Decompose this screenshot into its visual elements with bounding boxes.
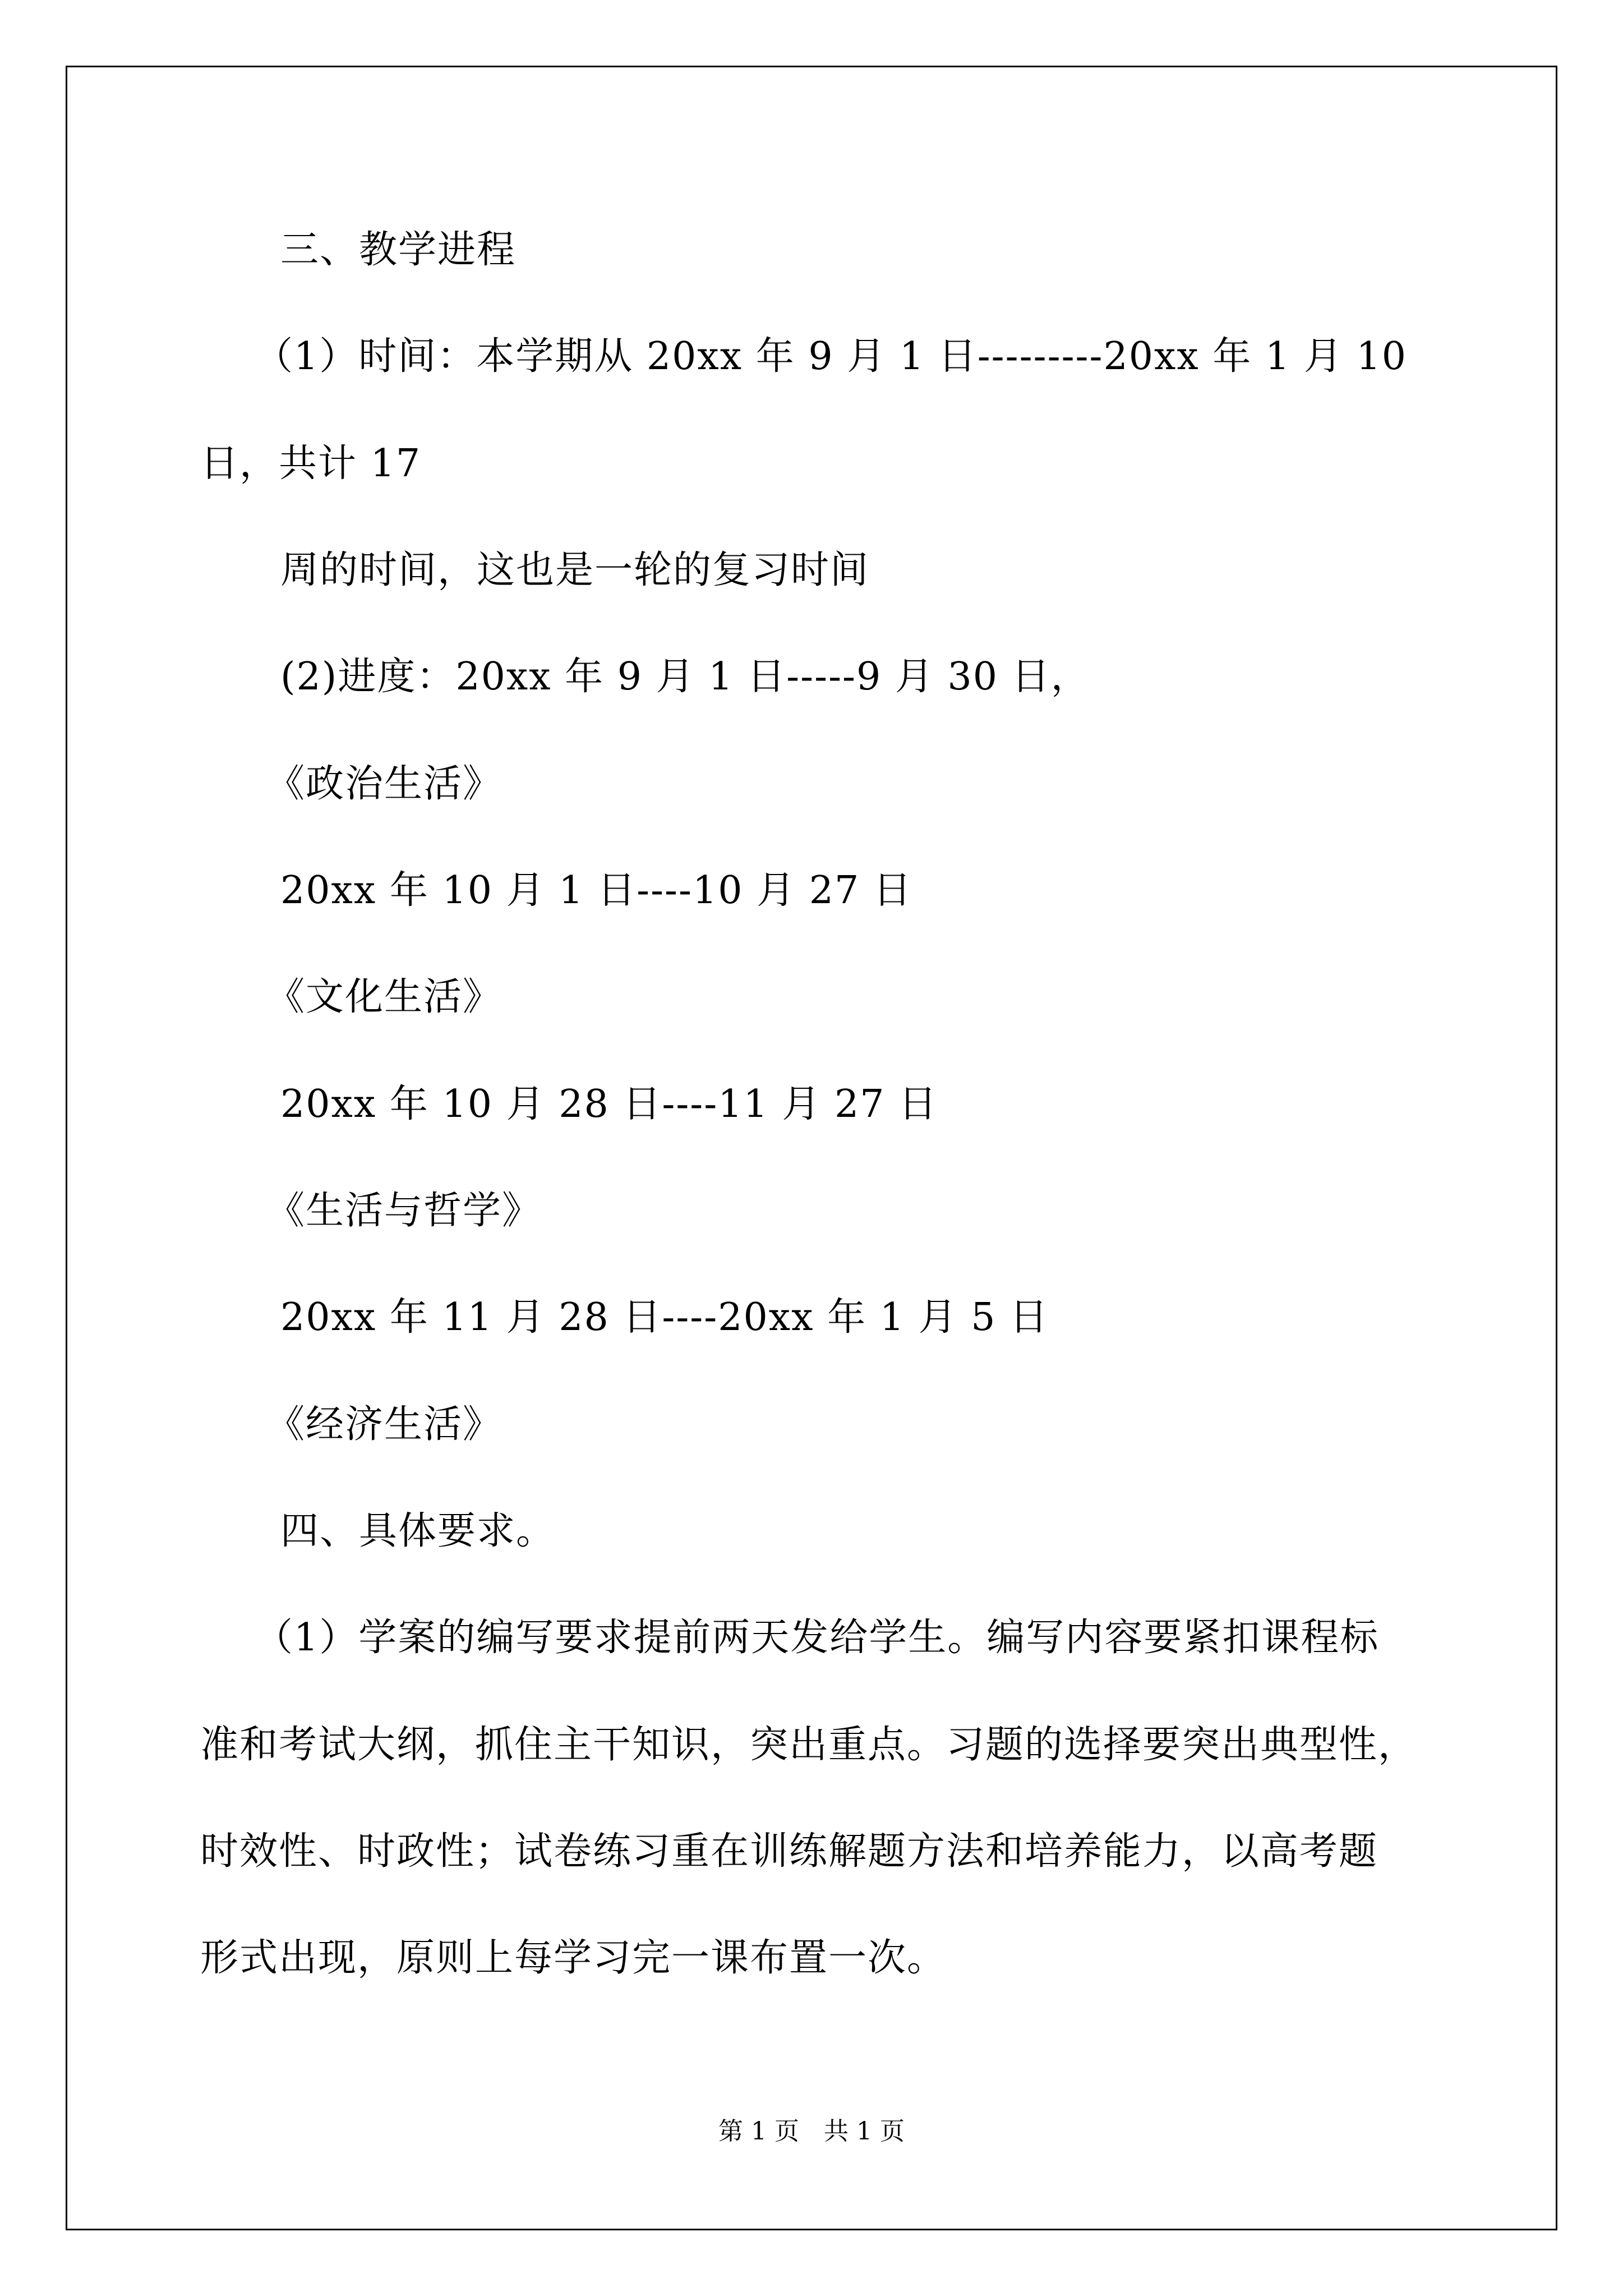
section-heading: 四、具体要求。 [280,1509,556,1553]
course-title: 《生活与哲学》 [266,1189,542,1233]
paragraph-line: 准和考试大纲，抓住主干知识，突出重点。习题的选择要突出典型性， [200,1723,1418,1767]
paragraph-line: （1）时间：本学期从 20xx 年 9 月 1 日---------20xx 年 1 月 10 [255,334,1407,379]
date-range-line: 20xx 年 10 月 28 日----11 月 27 日 [280,1082,938,1126]
course-title: 《政治生活》 [266,762,502,806]
date-range-line: 20xx 年 11 月 28 日----20xx 年 1 月 5 日 [280,1295,1049,1340]
date-range-line: 20xx 年 10 月 1 日----10 月 27 日 [280,868,912,913]
paragraph-line: 周的时间，这也是一轮的复习时间 [280,548,870,592]
course-title: 《经济生活》 [266,1402,502,1447]
paragraph-line: 形式出现，原则上每学习完一课布置一次。 [200,1936,947,1980]
paragraph-line: (2)进度：20xx 年 9 月 1 日-----9 月 30 日， [280,655,1090,699]
page-footer: 第 1 页 共 1 页 [718,2117,905,2146]
section-heading: 三、教学进程 [280,228,517,272]
paragraph-line: （1）学案的编写要求提前两天发给学生。编写内容要紧扣课程标 [255,1616,1380,1660]
paragraph-line: 时效性、时政性；试卷练习重在训练解题方法和培养能力，以高考题 [200,1829,1378,1874]
course-title: 《文化生活》 [266,975,502,1019]
paragraph-line: 日，共计 17 [200,441,422,486]
